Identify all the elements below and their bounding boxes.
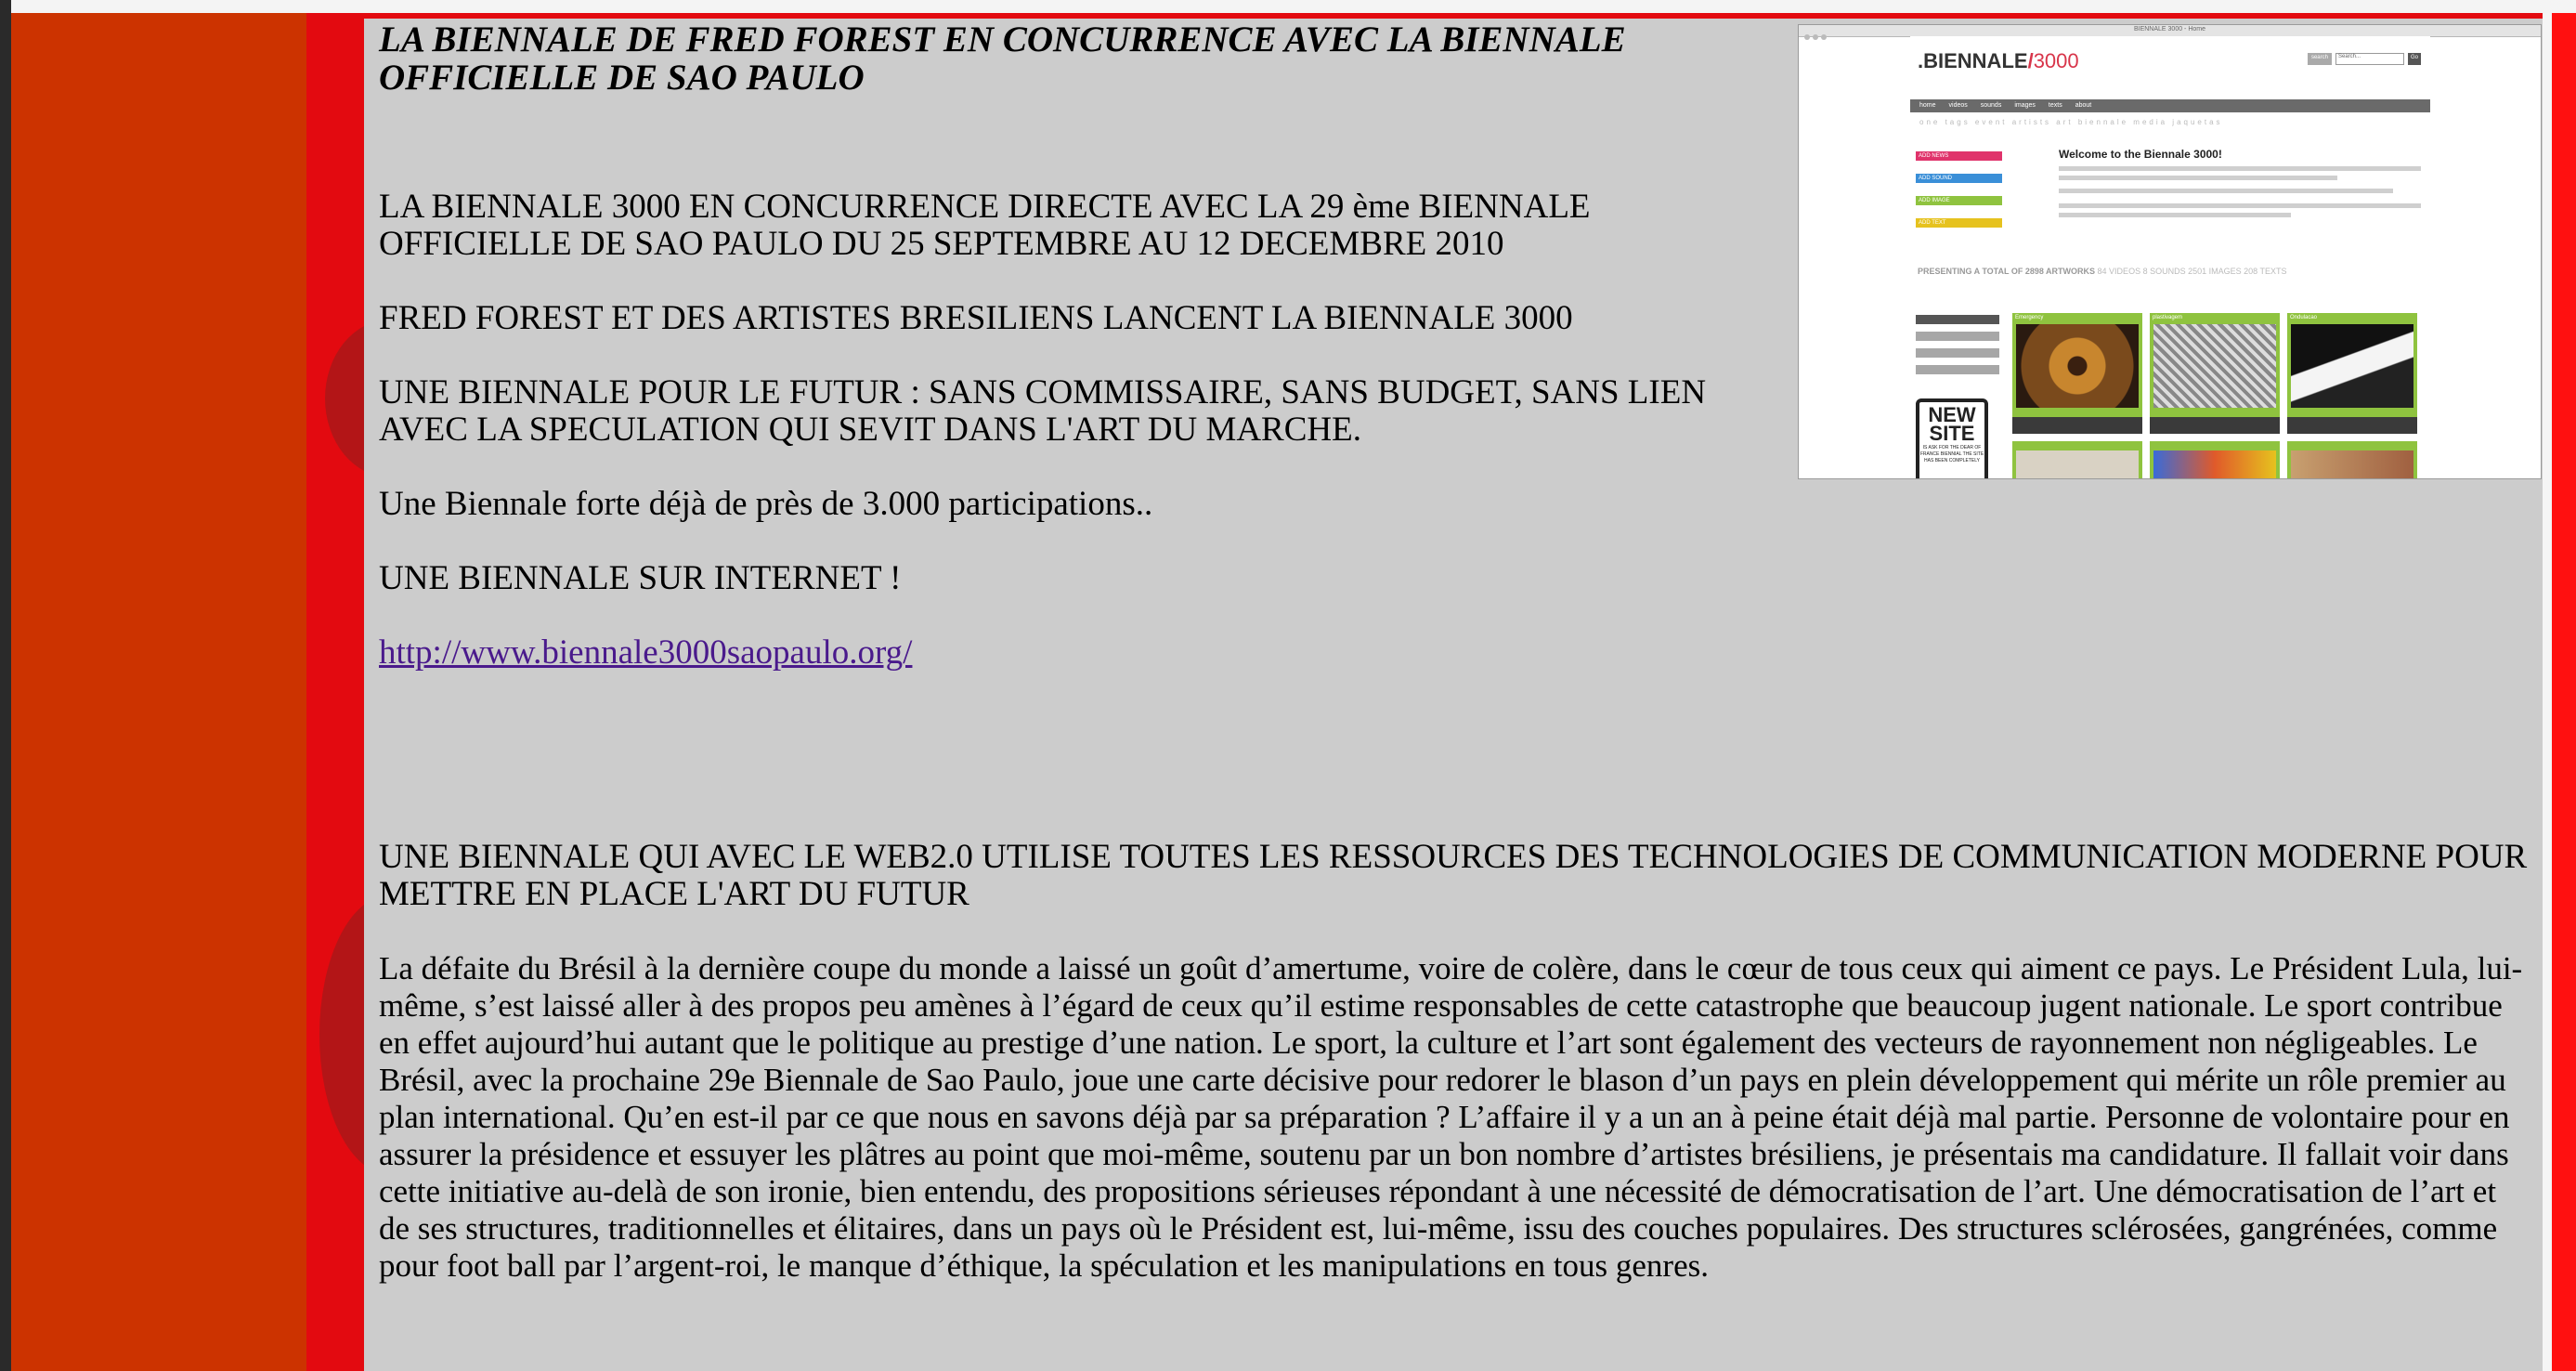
tag-cloud: one tags event artists art biennale media jaquetas (1919, 118, 2223, 126)
nav-item: images (2014, 102, 2036, 109)
announcement-line: FRED FOREST ET DES ARTISTES BRESILIENS LANCENT LA BIENNALE 3000 (379, 299, 1573, 337)
article-body: La défaite du Brésil à la dernière coupe du monde a laissé un goût d’amertume, voire de colère, dans le cœur de tous ceux qui aiment ce pays. Le Président Lula, lui-même, s’est laissé aller à des propos peu amènes à l’égard de ceux qu’il estime responsables de cette catastrophe que beaucoup jugent nationale. Le sport contribue en effet aujourd’hui autant que le politique au prestige d’une nation. Le sport, la culture et l’art sont également des vecteurs de rayonnement non négligeables. Le Brésil, avec la prochaine 29e Biennale de Sao Paulo, joue une carte décisive pour redorer le blason d’un pays en plein développement qui mérite un rôle premier au plan international. Qu’en est-il par ce que nous en savons déjà par sa préparation ? L’affaire il y a un an à peine était déjà mal partie. Personne de volontaire pour en assurer la présidence et essuyer les plâtres au point que moi-même, soutenu par un bon nombre d’artistes brésiliens, je présentais ma candidature. Il fallait voir dans cette initiative au-delà de son ironie, bien entendu, des propositions sérieuses répondant à une nécessité de démocratisation de l’art. Une démocratisation de l’art et de ses structures, traditionnelles et élitaires, dans un pays où le Président est, lui-même, issu des couches populaires. Des structures sclérosées, gangrénées, comme pour foot ball par l’argent-roi, le manque d’éthique, la spéculation et les manipulations en tous genres. (379, 950, 2523, 1284)
nav-item: about (2075, 102, 2092, 109)
left-orange-column (11, 13, 306, 1371)
participation-line: Une Biennale forte déjà de près de 3.000 participations.. (379, 485, 1153, 523)
left-red-decor-column (306, 13, 364, 1371)
sidebar-item (1916, 332, 1999, 341)
announcement-line: LA BIENNALE 3000 EN CONCURRENCE DIRECTE AVEC LA 29 ème BIENNALE OFFICIELLE DE SAO PAULO DU 25 SEPTEMBRE AU 12 DECEMBRE 2010 (379, 188, 1591, 263)
biennale-logo: .BIENNALE/3000 (1918, 49, 2079, 72)
screenshot-search (2308, 53, 2421, 65)
screenshot-window-title: BIENNALE 3000 - Home (2133, 26, 2206, 33)
screenshot-page (1910, 36, 2430, 478)
decor-shape (325, 320, 364, 477)
text-line (2059, 213, 2291, 217)
nav-item: home (1919, 102, 1936, 109)
add-text-button: ADD TEXT (1916, 218, 2002, 228)
sidebar-item (1916, 315, 1999, 324)
go-button: Go (2408, 53, 2421, 65)
section-heading: UNE BIENNALE QUI AVEC LE WEB2.0 UTILISE TOUTES LES RESSOURCES DES TECHNOLOGIES DE COMMUNICATION MODERNE POUR METTRE EN PLACE L'ART DU FUTUR (379, 838, 2528, 913)
new-site-badge: NEW SITE IS ASK FOR THE DEAR OF FRANCE BIENNIAL THE SITE HAS BEEN COMPLETELY (1916, 398, 1988, 479)
search-button: search (2308, 53, 2332, 65)
add-news-button: ADD NEWS (1916, 151, 2002, 161)
sidebar-item (1916, 365, 1999, 374)
presenting-total: PRESENTING A TOTAL OF 2898 ARTWORKS 84 VIDEOS 8 SOUNDS 2501 IMAGES 208 TEXTS (1918, 267, 2287, 276)
decor-shape (319, 895, 364, 1174)
artwork-tile (2287, 441, 2417, 478)
right-red-column (2543, 13, 2576, 1371)
nav-item: sounds (1980, 102, 2002, 109)
artwork-tile: Emergency (2012, 313, 2142, 434)
scrollbar-track[interactable] (2543, 13, 2552, 1371)
artwork-tile (2150, 441, 2280, 478)
artwork-tile: Ondulacao (2287, 313, 2417, 434)
artwork-tile: plastivagem (2150, 313, 2280, 434)
article-content (364, 19, 2543, 1371)
biennale-website-link[interactable]: http://www.biennale3000saopaulo.org/ (379, 633, 913, 672)
browser-top-edge (0, 0, 2576, 13)
text-line (2059, 166, 2421, 171)
internet-line: UNE BIENNALE SUR INTERNET ! (379, 559, 902, 597)
nav-item: videos (1948, 102, 1968, 109)
desktop-left-edge (0, 0, 11, 1371)
article-title: LA BIENNALE DE FRED FOREST EN CONCURRENCE AVEC LA BIENNALE OFFICIELLE DE SAO PAULO (379, 20, 1626, 98)
welcome-heading: Welcome to the Biennale 3000! (2059, 148, 2222, 161)
text-line (2059, 189, 2393, 193)
text-line (2059, 176, 2337, 180)
search-input: Search... (2335, 53, 2404, 65)
text-line (2059, 203, 2421, 208)
sidebar-item (1916, 348, 1999, 358)
artwork-tile (2012, 441, 2142, 478)
nav-item: texts (2048, 102, 2062, 109)
announcement-line: UNE BIENNALE POUR LE FUTUR : SANS COMMISSAIRE, SANS BUDGET, SANS LIEN AVEC LA SPECULATION QUI SEVIT DANS L'ART DU MARCHE. (379, 373, 1707, 449)
add-sound-button: ADD SOUND (1916, 174, 2002, 183)
screenshot-nav (1910, 99, 2430, 112)
biennale-site-screenshot (1798, 24, 2542, 479)
add-image-button: ADD IMAGE (1916, 196, 2002, 205)
